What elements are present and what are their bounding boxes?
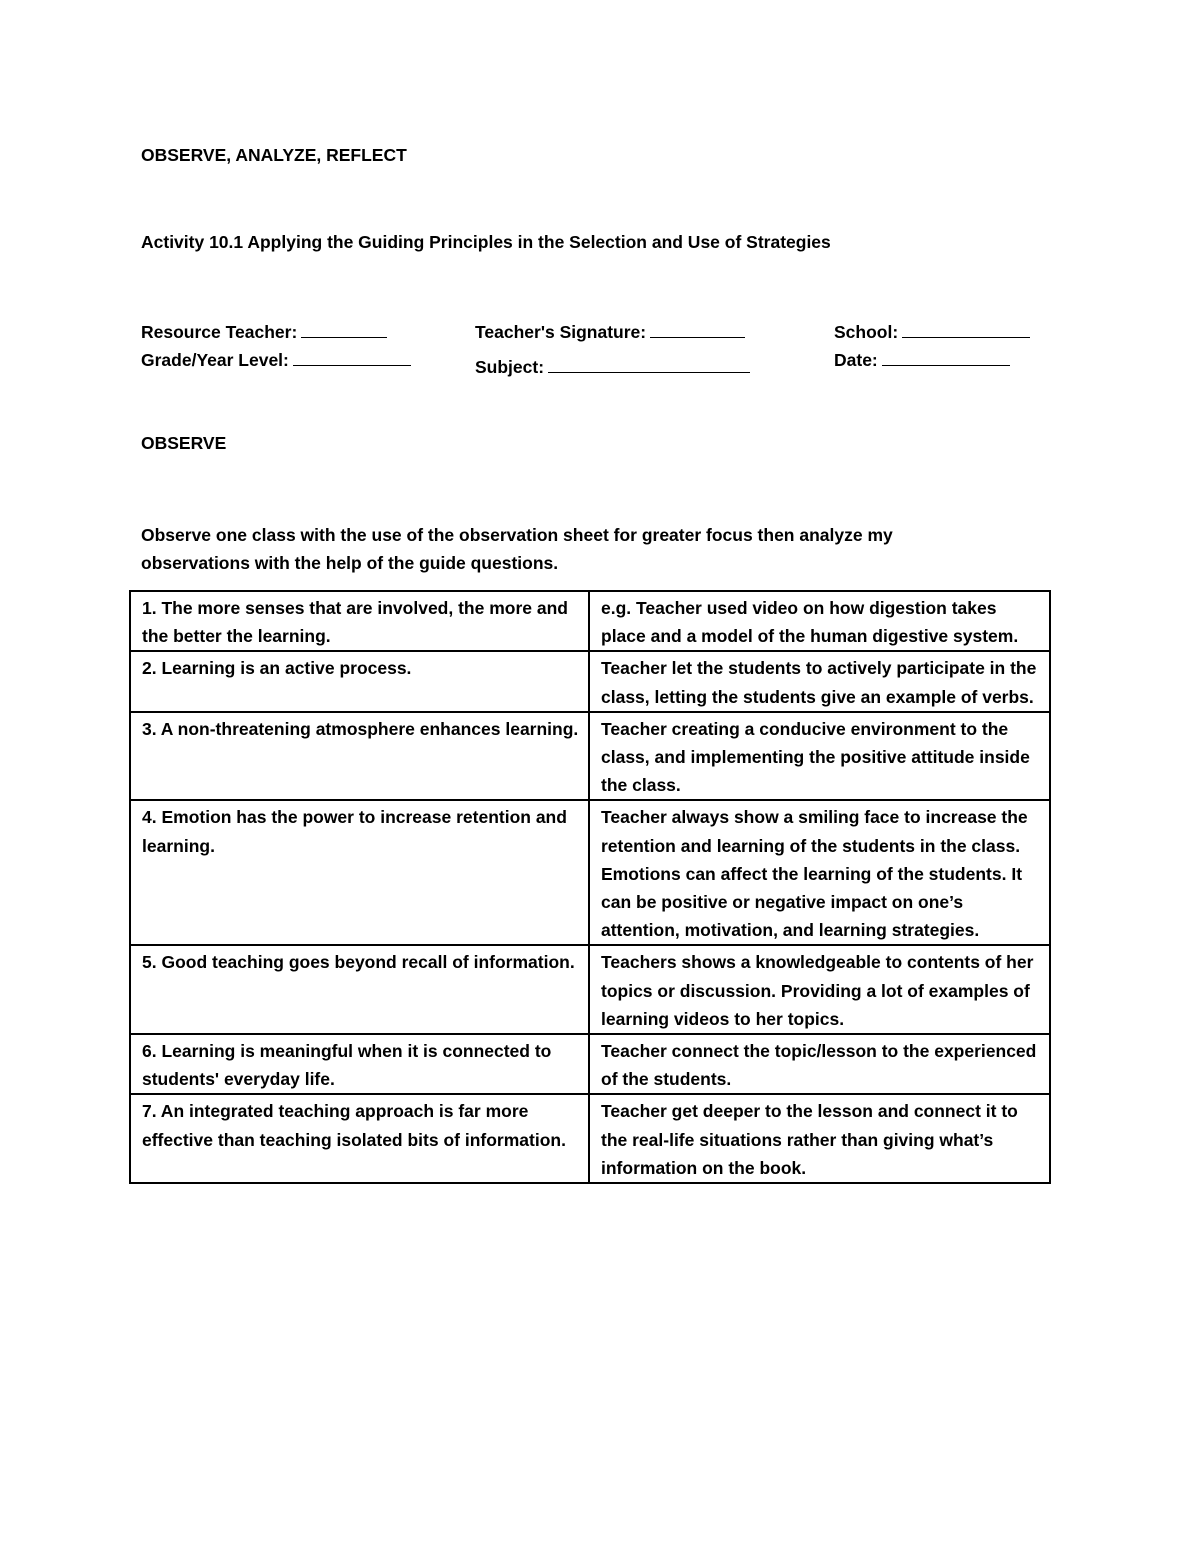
teacher-signature-blank [650, 321, 745, 338]
principle-cell: 7. An integrated teaching approach is far more effective than teaching isolated bits of information. [130, 1094, 589, 1183]
grade-year-level-field [141, 349, 411, 371]
observation-cell: Teacher get deeper to the lesson and connect it to the real-life situations rather than giving what’s information on the book. [589, 1094, 1050, 1183]
subject-label: Subject: [475, 357, 545, 377]
table-row [130, 800, 1050, 945]
principle-cell: 2. Learning is an active process. [130, 651, 589, 711]
section-heading-observe: OBSERVE [141, 433, 227, 453]
school-field [834, 321, 1030, 343]
subject-blank [548, 356, 750, 373]
observation-cell: Teacher connect the topic/lesson to the experienced of the students. [589, 1034, 1050, 1094]
table-row [130, 1034, 1050, 1094]
subject-field [475, 356, 750, 378]
table-row [130, 712, 1050, 801]
date-blank [882, 349, 1010, 366]
resource-teacher-blank [301, 321, 387, 338]
instruction-paragraph: Observe one class with the use of the observation sheet for greater focus then analyze my observations with the help of the guide questions. [141, 525, 893, 573]
teacher-signature-label: Teacher's Signature: [475, 322, 647, 342]
principle-cell: 4. Emotion has the power to increase retention and learning. [130, 800, 589, 945]
grade-year-level-blank [293, 349, 411, 366]
observation-cell: Teachers shows a knowledgeable to contents of her topics or discussion. Providing a lot of examples of learning videos to her topics. [589, 945, 1050, 1034]
table-row [130, 945, 1050, 1034]
resource-teacher-label: Resource Teacher: [141, 322, 298, 342]
observation-cell: Teacher let the students to actively participate in the class, letting the students give an example of verbs. [589, 651, 1050, 711]
observation-cell: Teacher creating a conducive environment to the class, and implementing the positive attitude inside the class. [589, 712, 1050, 801]
observation-cell: Teacher always show a smiling face to increase the retention and learning of the students in the class. Emotions can affect the learning of the students. It can be positive or negative impact on one’s attention, motivation, and learning strategies. [589, 800, 1050, 945]
table-row [130, 591, 1050, 651]
principle-cell: 1. The more senses that are involved, the more and the better the learning. [130, 591, 589, 651]
grade-year-level-label: Grade/Year Level: [141, 350, 289, 370]
observation-table [129, 590, 1051, 1184]
table-row [130, 1094, 1050, 1183]
document-title: OBSERVE, ANALYZE, REFLECT [141, 145, 407, 165]
teacher-signature-field [475, 321, 745, 343]
observation-cell: e.g. Teacher used video on how digestion takes place and a model of the human digestive system. [589, 591, 1050, 651]
table-row [130, 651, 1050, 711]
principle-cell: 5. Good teaching goes beyond recall of information. [130, 945, 589, 1034]
resource-teacher-field [141, 321, 387, 343]
principle-cell: 3. A non-threatening atmosphere enhances learning. [130, 712, 589, 801]
date-field [834, 349, 1010, 371]
activity-title: Activity 10.1 Applying the Guiding Principles in the Selection and Use of Strategies [141, 232, 831, 252]
school-blank [902, 321, 1030, 338]
date-label: Date: [834, 350, 878, 370]
school-label: School: [834, 322, 899, 342]
principle-cell: 6. Learning is meaningful when it is connected to students' everyday life. [130, 1034, 589, 1094]
